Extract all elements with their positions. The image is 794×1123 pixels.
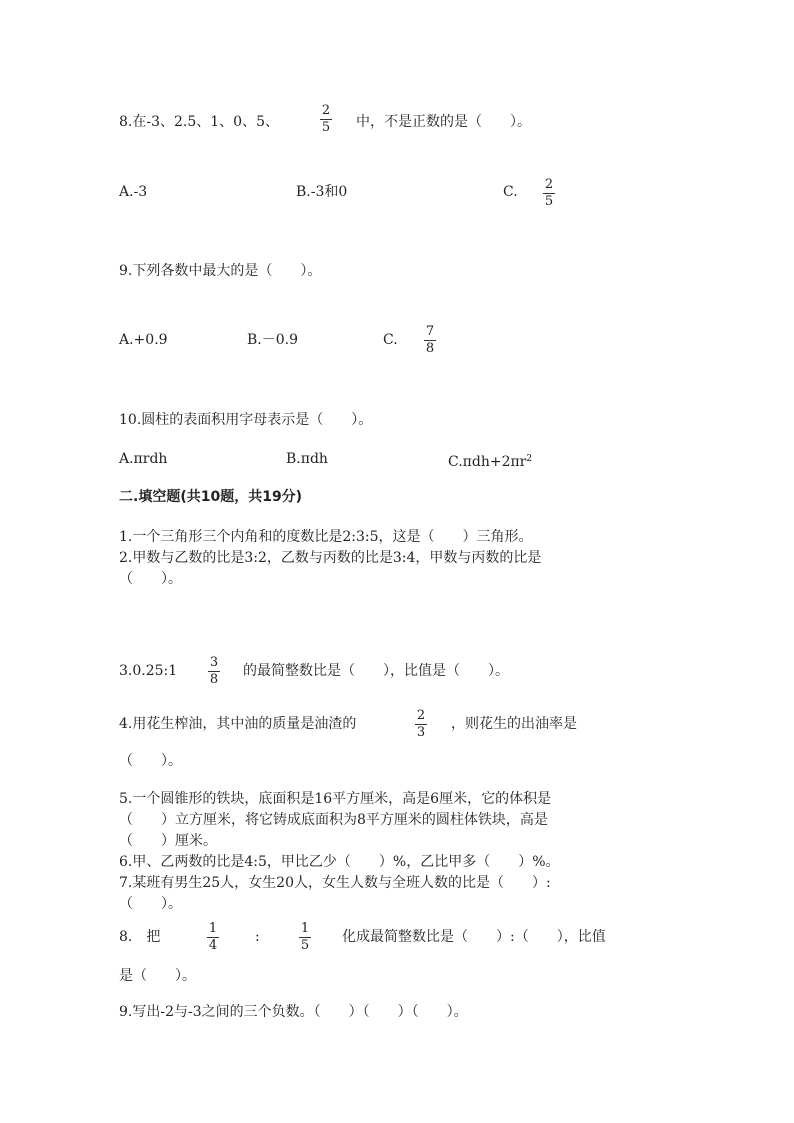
q8-option-b: B.-3和0 — [296, 184, 348, 200]
q10-option-c — [448, 449, 532, 472]
q10-option-a: A.πrdh — [119, 451, 168, 467]
fraction-denominator: 5 — [321, 120, 331, 135]
fill-6: 6.甲、乙两数的比是4:5，甲比乙少（ ）%，乙比甲多（ ）%。 — [119, 854, 560, 870]
fraction-denominator: 8 — [425, 341, 435, 356]
fill-7-line-2: （ ）。 — [119, 896, 182, 912]
fraction-denominator: 3 — [416, 725, 426, 740]
fill-8-colon: : — [255, 929, 260, 945]
fill-2-line-2: （ ）。 — [119, 571, 182, 587]
fill-4-pre: 4.用花生榨油，其中油的质量是油渣的 — [119, 716, 357, 732]
fill-8-pre: 8. 把 — [119, 929, 161, 945]
q10-option-b: B.πdh — [286, 451, 328, 467]
q8-option-c-fraction — [543, 178, 555, 209]
fill-9: 9.写出-2与-3之间的三个负数。（ ）（ ）（ ）。 — [119, 1004, 468, 1020]
fill-8-line-2: 是（ ）。 — [119, 968, 196, 984]
q9-option-c-fraction — [424, 325, 436, 356]
q8-option-a: A.-3 — [119, 184, 148, 200]
q9-stem: 9.下列各数中最大的是（ ）。 — [119, 263, 322, 279]
fraction-denominator: 8 — [209, 672, 219, 687]
fill-2-line-1: 2.甲数与乙数的比是3:2，乙数与丙数的比是3:4，甲数与丙数的比是 — [119, 550, 542, 566]
fill-4-fraction — [415, 709, 427, 740]
q9-option-c: C. — [383, 332, 398, 348]
fill-8-fraction-1 — [207, 922, 219, 953]
q8-stem-post: 中，不是正数的是（ ）。 — [356, 114, 531, 130]
fill-5-line-1: 5.一个圆锥形的铁块，底面积是16平方厘米，高是6厘米，它的体积是 — [119, 791, 552, 807]
fraction-denominator: 5 — [300, 938, 310, 953]
fraction-numerator: 7 — [425, 324, 435, 339]
fill-5-line-2: （ ）立方厘米，将它铸成底面积为8平方厘米的圆柱体铁块，高是 — [119, 812, 548, 828]
q8-stem-pre: 8.在-3、2.5、1、0、5、 — [119, 114, 279, 130]
fraction-numerator: 2 — [321, 103, 331, 118]
fraction-denominator: 5 — [544, 194, 554, 209]
fill-5-line-3: （ ）厘米。 — [119, 833, 217, 849]
fill-8-post: 化成最简整数比是（ ）:（ ），比值 — [342, 929, 606, 945]
fraction-numerator: 1 — [300, 921, 310, 936]
fraction-numerator: 1 — [208, 921, 218, 936]
q10-option-c-base: C.πdh+2πr — [448, 454, 527, 470]
fill-4-line-2: （ ）。 — [119, 753, 182, 769]
q9-option-a: A.+0.9 — [119, 332, 168, 348]
fraction-numerator: 3 — [209, 655, 219, 670]
q10-stem: 10.圆柱的表面积用字母表示是（ ）。 — [119, 412, 373, 428]
section-heading: 二.填空题(共10题，共19分) — [119, 489, 303, 505]
fraction-denominator: 4 — [208, 938, 218, 953]
q8-option-c: C. — [503, 184, 518, 200]
fill-3-pre: 3.0.25:1 — [119, 663, 178, 679]
fraction-numerator: 2 — [416, 708, 426, 723]
fill-1: 1.一个三角形三个内角和的度数比是2:3:5，这是（ ）三角形。 — [119, 529, 533, 545]
fill-3-fraction — [208, 656, 220, 687]
q8-stem-fraction — [320, 104, 332, 135]
q10-option-c-exponent: 2 — [526, 454, 533, 464]
fill-3-post: 的最简整数比是（ ），比值是（ ）。 — [243, 663, 509, 679]
fill-8-fraction-2 — [299, 922, 311, 953]
fraction-numerator: 2 — [544, 177, 554, 192]
fill-7-line-1: 7.某班有男生25人，女生20人，女生人数与全班人数的比是（ ）: — [119, 875, 551, 891]
q9-option-b: B.－0.9 — [247, 332, 299, 348]
fill-4-post: ，则花生的出油率是 — [451, 716, 577, 732]
